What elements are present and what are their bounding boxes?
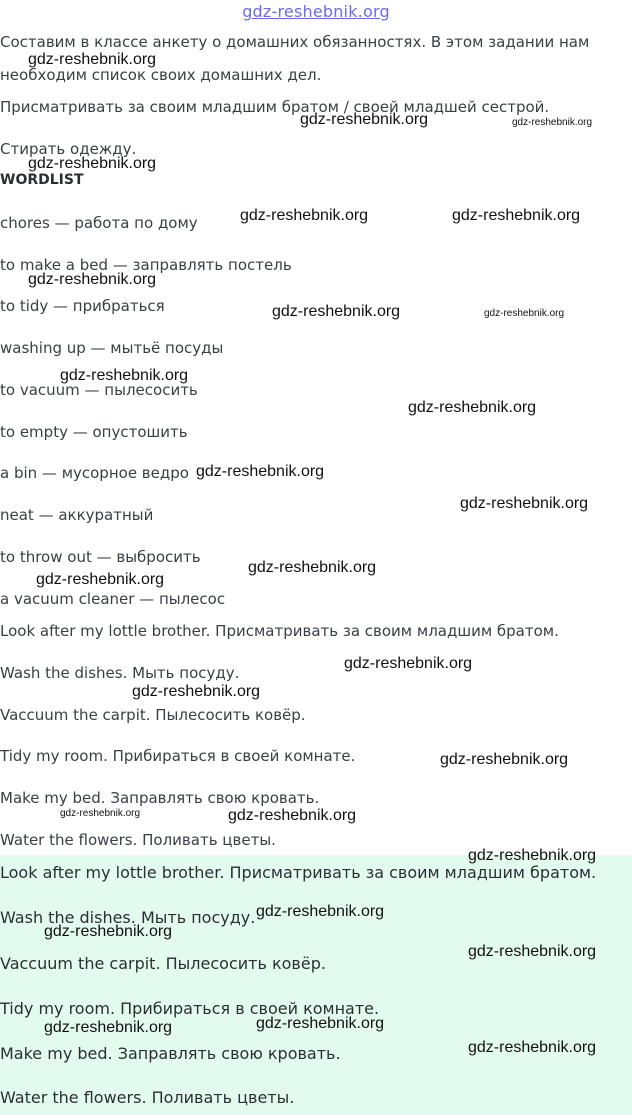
wordlist-item: a vacuum cleaner — пылесос — [0, 590, 226, 608]
answer-line: Make my bed. Заправлять свою кровать. — [0, 1044, 341, 1063]
watermark: gdz-reshebnik.org — [44, 923, 173, 940]
intro-line-2: необходим список своих домашних дел. — [0, 66, 322, 84]
wordlist-item: a bin — мусорное ведро — [0, 464, 189, 482]
watermark: gdz-reshebnik.org — [272, 303, 401, 320]
watermark: gdz-reshebnik.org — [240, 207, 369, 224]
watermark: gdz-reshebnik.org — [344, 655, 473, 672]
sentence-line: Tidy my room. Прибираться в своей комнате. — [0, 747, 356, 765]
watermark: gdz-reshebnik.org — [28, 51, 157, 68]
watermark: gdz-reshebnik.org — [512, 117, 593, 128]
sentence-line: Water the flowers. Поливать цветы. — [0, 831, 276, 849]
wordlist-item: to throw out — выбросить — [0, 548, 201, 566]
answer-line: Vaccuum the carpit. Пылесосить ковёр. — [0, 954, 326, 973]
watermark: gdz-reshebnik.org — [132, 683, 261, 700]
watermark: gdz-reshebnik.org — [228, 807, 357, 824]
wordlist-item: to vacuum — пылесосить — [0, 381, 198, 399]
wordlist-title: WORDLIST — [0, 172, 84, 188]
watermark: gdz-reshebnik.org — [60, 367, 189, 384]
watermark: gdz-reshebnik.org — [460, 495, 589, 512]
watermark: gdz-reshebnik.org — [452, 207, 581, 224]
wordlist-item: chores — работа по дому — [0, 214, 198, 232]
site-link[interactable]: gdz-reshebnik.org — [242, 2, 390, 21]
watermark: gdz-reshebnik.org — [248, 559, 377, 576]
watermark: gdz-reshebnik.org — [44, 1019, 173, 1036]
sentence-line: Make my bed. Заправлять свою кровать. — [0, 789, 320, 807]
watermark: gdz-reshebnik.org — [256, 1015, 385, 1032]
watermark: gdz-reshebnik.org — [300, 111, 429, 128]
wordlist-item: neat — аккуратный — [0, 506, 154, 524]
watermark: gdz-reshebnik.org — [468, 847, 597, 864]
watermark: gdz-reshebnik.org — [36, 571, 165, 588]
answer-line: Tidy my room. Прибираться в своей комнате. — [0, 999, 380, 1018]
answer-line: Water the flowers. Поливать цветы. — [0, 1088, 295, 1107]
intro-line-3: Присматривать за своим младшим братом / своей младшей сестрой. — [0, 98, 550, 116]
sentence-line: Vaccuum the carpit. Пылесосить ковёр. — [0, 706, 306, 724]
sentence-line: Wash the dishes. Мыть посуду. — [0, 664, 240, 682]
watermark: gdz-reshebnik.org — [408, 399, 537, 416]
watermark: gdz-reshebnik.org — [28, 155, 157, 172]
wordlist-item: washing up — мытьё посуды — [0, 339, 224, 357]
intro-line-1: Составим в классе анкету о домашних обязанностях. В этом задании нам — [0, 33, 590, 51]
intro-line-4: Стирать одежду. — [0, 140, 137, 158]
watermark: gdz-reshebnik.org — [256, 903, 385, 920]
answer-line: Look after my lottle brother. Присматривать за своим младшим братом. — [0, 863, 597, 882]
sentence-line: Look after my lottle brother. Присматривать за своим младшим братом. — [0, 622, 559, 640]
wordlist-item: to make a bed — заправлять постель — [0, 256, 292, 274]
watermark: gdz-reshebnik.org — [440, 751, 569, 768]
watermark: gdz-reshebnik.org — [196, 463, 325, 480]
watermark: gdz-reshebnik.org — [484, 308, 565, 319]
answer-line: Wash the dishes. Мыть посуду. — [0, 908, 256, 927]
watermark: gdz-reshebnik.org — [60, 808, 141, 819]
watermark: gdz-reshebnik.org — [468, 943, 597, 960]
watermark: gdz-reshebnik.org — [468, 1039, 597, 1056]
watermark: gdz-reshebnik.org — [28, 271, 157, 288]
wordlist-item: to empty — опустошить — [0, 423, 188, 441]
answer-box — [0, 855, 632, 1115]
wordlist-item: to tidy — прибраться — [0, 297, 165, 315]
